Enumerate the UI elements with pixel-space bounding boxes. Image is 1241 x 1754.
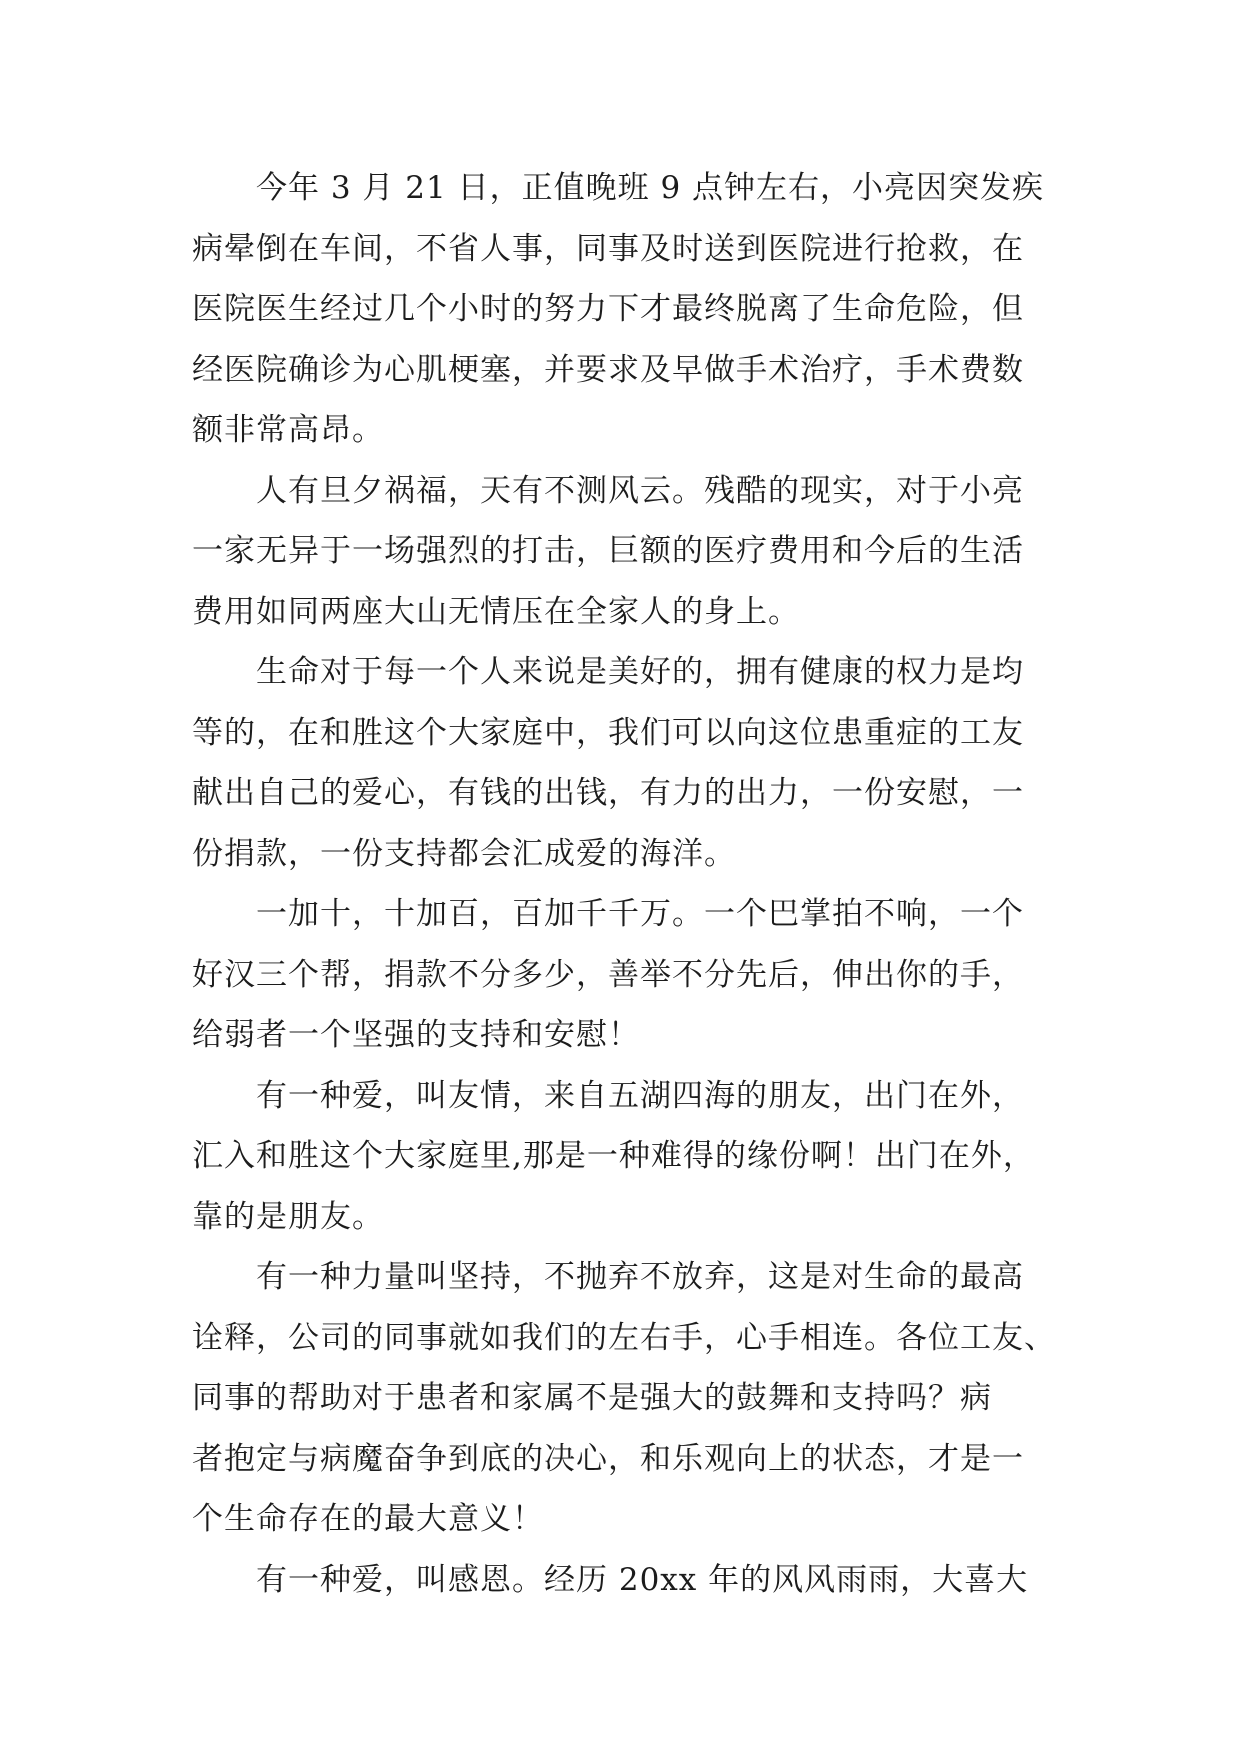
text-line: 经医院确诊为心肌梗塞，并要求及早做手术治疗，手术费数 (192, 351, 1024, 388)
document-body (192, 158, 1056, 1610)
text-line: 有一种力量叫坚持，不抛弃不放弃，这是对生命的最高 (256, 1259, 1024, 1295)
text-line: 病晕倒在车间，不省人事，同事及时送到医院进行抢救，在 (192, 230, 1024, 267)
text-line: 生命对于每一个人来说是美好的，拥有健康的权力是均 (256, 654, 1024, 690)
text-line: 诠释，公司的同事就如我们的左右手，心手相连。各位工友、 (192, 1319, 1056, 1356)
text-line: 等的，在和胜这个大家庭中，我们可以向这位患重症的工友 (192, 714, 1024, 751)
text-line: 一加十，十加百，百加千千万。一个巴掌拍不响，一个 (256, 896, 1024, 932)
text-line: 费用如同两座大山无情压在全家人的身上。 (192, 593, 800, 630)
text-line: 医院医生经过几个小时的努力下才最终脱离了生命危险，但 (192, 291, 1024, 327)
text-line: 靠的是朋友。 (192, 1198, 384, 1235)
text-line: 个生命存在的最大意义！ (192, 1501, 544, 1537)
text-line: 献出自己的爱心，有钱的出钱，有力的出力，一份安慰，一 (192, 775, 1024, 811)
text-line: 今年 3 月 21 日，正值晚班 9 点钟左右，小亮因突发疾 (256, 170, 1045, 206)
text-line: 好汉三个帮，捐款不分多少，善举不分先后，伸出你的手， (192, 956, 1024, 993)
text-line: 同事的帮助对于患者和家属不是强大的鼓舞和支持吗？病 (192, 1380, 992, 1416)
text-line: 者抱定与病魔奋争到底的决心，和乐观向上的状态，才是一 (192, 1440, 1024, 1477)
text-line: 一家无异于一场强烈的打击，巨额的医疗费用和今后的生活 (192, 533, 1024, 569)
text-line: 人有旦夕祸福，天有不测风云。残酷的现实，对于小亮 (256, 472, 1024, 509)
text-line: 有一种爱，叫感恩。经历 20xx 年的风风雨雨，大喜大 (256, 1561, 1029, 1598)
text-line: 额非常高昂。 (192, 412, 384, 448)
text-line: 有一种爱，叫友情，来自五湖四海的朋友，出门在外， (256, 1077, 1024, 1114)
text-line: 份捐款，一份支持都会汇成爱的海洋。 (192, 835, 736, 872)
text-line: 给弱者一个坚强的支持和安慰！ (192, 1017, 640, 1053)
text-line: 汇入和胜这个大家庭里,那是一种难得的缘份啊！出门在外， (192, 1138, 1035, 1174)
